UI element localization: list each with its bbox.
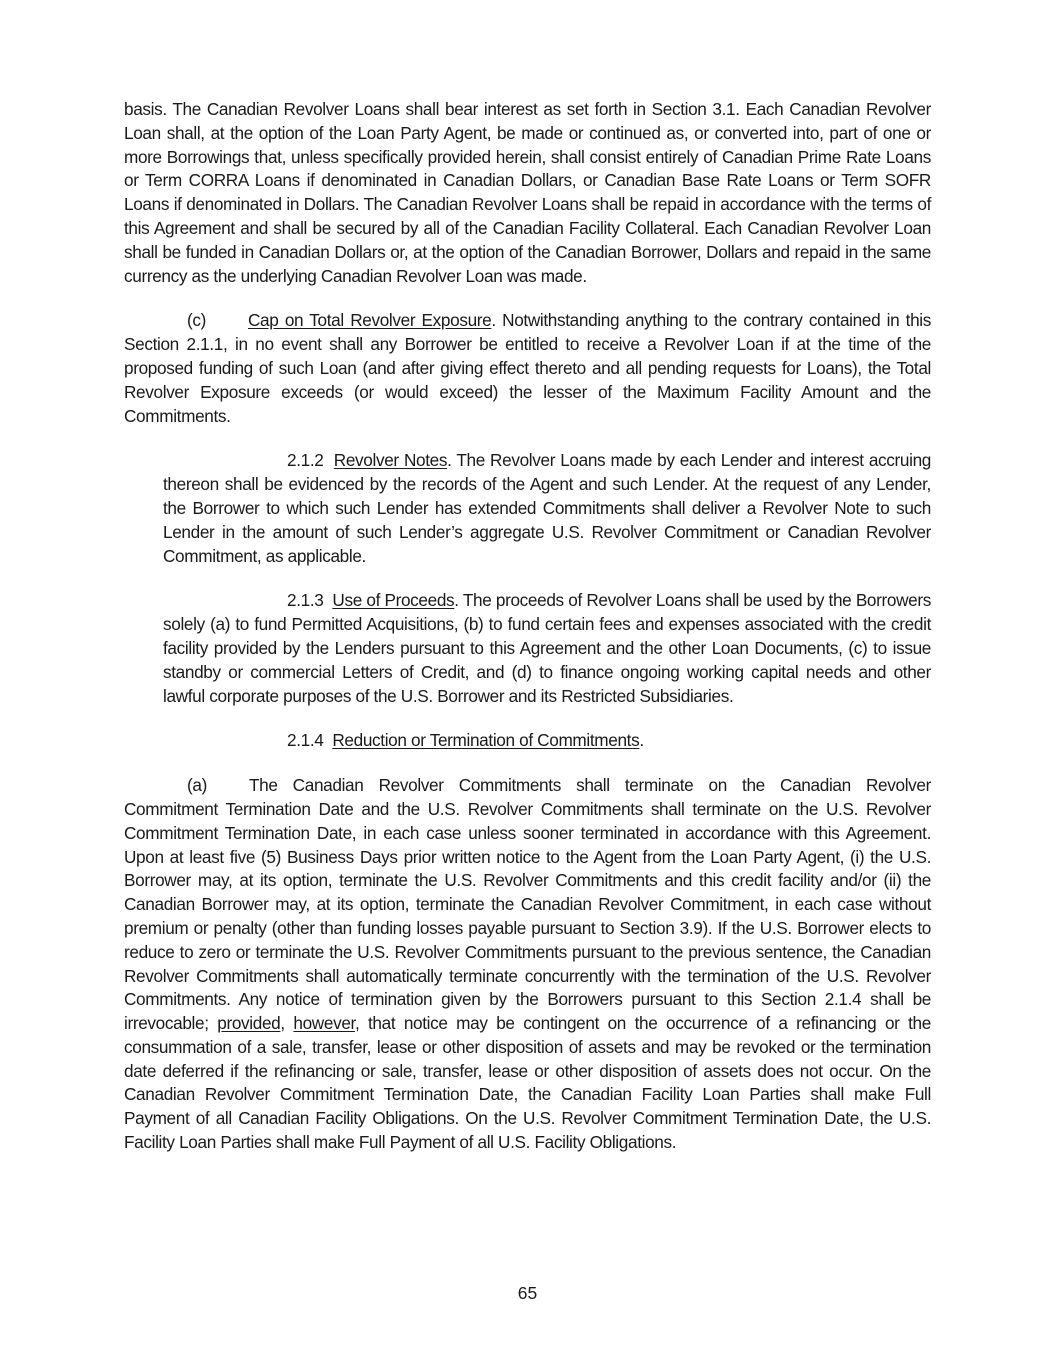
however-term: however (293, 1013, 355, 1034)
section-2-1-4-heading (124, 729, 931, 753)
clause-body: . Notwithstanding anything to the contrary contained in this Section 2.1.1, in no event shall any Borrower be entitled to receive a Revolver Loan if at the time of the proposed funding of such Loan (and after giving effect thereto and all pending requests for Loans), the Total Revolver Exposure exceeds (or would exceed) the lesser of the Maximum Facility Amount and the Commitments. (124, 310, 932, 426)
document-page (124, 98, 931, 1155)
section-period: . (639, 730, 644, 751)
section-body: . The Revolver Loans made by each Lender and interest accruing thereon shall be evidenced by the records of the Agent and such Lender. At the request of any Lender, the Borrower to which such Lender has extended Commitments shall deliver a Revolver Note to such Lender in the amount of such Lender’s aggregate U.S. Revolver Commitment or Canadian Revolver Commitment, as applicable. (163, 450, 931, 566)
section-title: Revolver Notes (333, 450, 448, 471)
paragraph-canadian-revolver-loans-continued: basis. The Canadian Revolver Loans shall bear interest as set forth in Section 3.1. Each Canadian Revolver Loan shall, at the option of the Loan Party Agent, be made or continued as, or converted into, part of one or more Borrowings that, unless specifically provided herein, shall consist entirely of Canadian Prime Rate Loans or Term CORRA Loans if denominated in Canadian Dollars, or Canadian Base Rate Loans or Term SOFR Loans if denominated in Dollars. The Canadian Revolver Loans shall be repaid in accordance with the terms of this Agreement and shall be secured by all of the Canadian Facility Collateral. Each Canadian Revolver Loan shall be funded in Canadian Dollars or, at the option of the Canadian Borrower, Dollars and repaid in the same currency as the underlying Canadian Revolver Loan was made. (124, 99, 931, 286)
section-number: 2.1.3 (287, 590, 324, 611)
paragraph-a-commitment-termination (124, 774, 931, 1155)
section-body: . The proceeds of Revolver Loans shall be used by the Borrowers solely (a) to fund Permitted Acquisitions, (b) to fund certain fees and expenses associated with the credit facility provided by the Lenders pursuant to this Agreement and the other Loan Documents, (c) to issue standby or commercial Letters of Credit, and (d) to finance ongoing working capital needs and other lawful corporate purposes of the U.S. Borrower and its Restricted Subsidiaries. (163, 590, 931, 706)
clause-label: (c) (187, 310, 206, 331)
section-number: 2.1.4 (287, 730, 324, 751)
clause-body-part-1: The Canadian Revolver Commitments shall terminate on the Canadian Revolver Commitment Termination Date and the U.S. Revolver Commitments shall terminate on the U.S. Revolver Commitment Termination Date, in each case unless sooner terminated in accordance with this Agreement. Upon at least five (5) Business Days prior written notice to the Agent from the Loan Party Agent, (i) the U.S. Borrower may, at its option, terminate the U.S. Revolver Commitments and this credit facility and/or (ii) the Canadian Borrower may, at its option, terminate the Canadian Revolver Commitment, in each case without premium or penalty (other than funding losses payable pursuant to Section 3.9). If the U.S. Borrower elects to reduce to zero or terminate the U.S. Revolver Commitments pursuant to the previous sentence, the Canadian Revolver Commitments shall automatically terminate concurrently with the termination of the U.S. Revolver Commitments. Any notice of termination given by the Borrowers pursuant to this Section 2.1.4 shall be irrevocable; (124, 775, 931, 1034)
clause-body-part-2: , that notice may be contingent on the occurrence of a refinancing or the consummation of a sale, transfer, lease or other disposition of assets and may be revoked or the termination date deferred if the refinancing or sale, transfer, lease or other disposition of assets does not occur. On the Canadian Revolver Commitment Termination Date, the Canadian Facility Loan Parties shall make Full Payment of all Canadian Facility Obligations. On the U.S. Revolver Commitment Termination Date, the U.S. Facility Loan Parties shall make Full Payment of all U.S. Facility Obligations. (124, 1013, 931, 1153)
comma: , (280, 1013, 294, 1034)
section-2-1-3-use-of-proceeds (163, 589, 931, 708)
section-title: Use of Proceeds (332, 590, 455, 611)
clause-label: (a) (187, 775, 207, 796)
paragraph-cap-on-total-revolver-exposure (124, 309, 931, 428)
page-number: 65 (517, 1283, 538, 1303)
section-2-1-2-revolver-notes (163, 449, 931, 568)
clause-title: Cap on Total Revolver Exposure (248, 310, 492, 331)
provided-term: provided (217, 1013, 281, 1034)
section-number: 2.1.2 (287, 450, 324, 471)
section-title: Reduction or Termination of Commitments (332, 730, 640, 751)
